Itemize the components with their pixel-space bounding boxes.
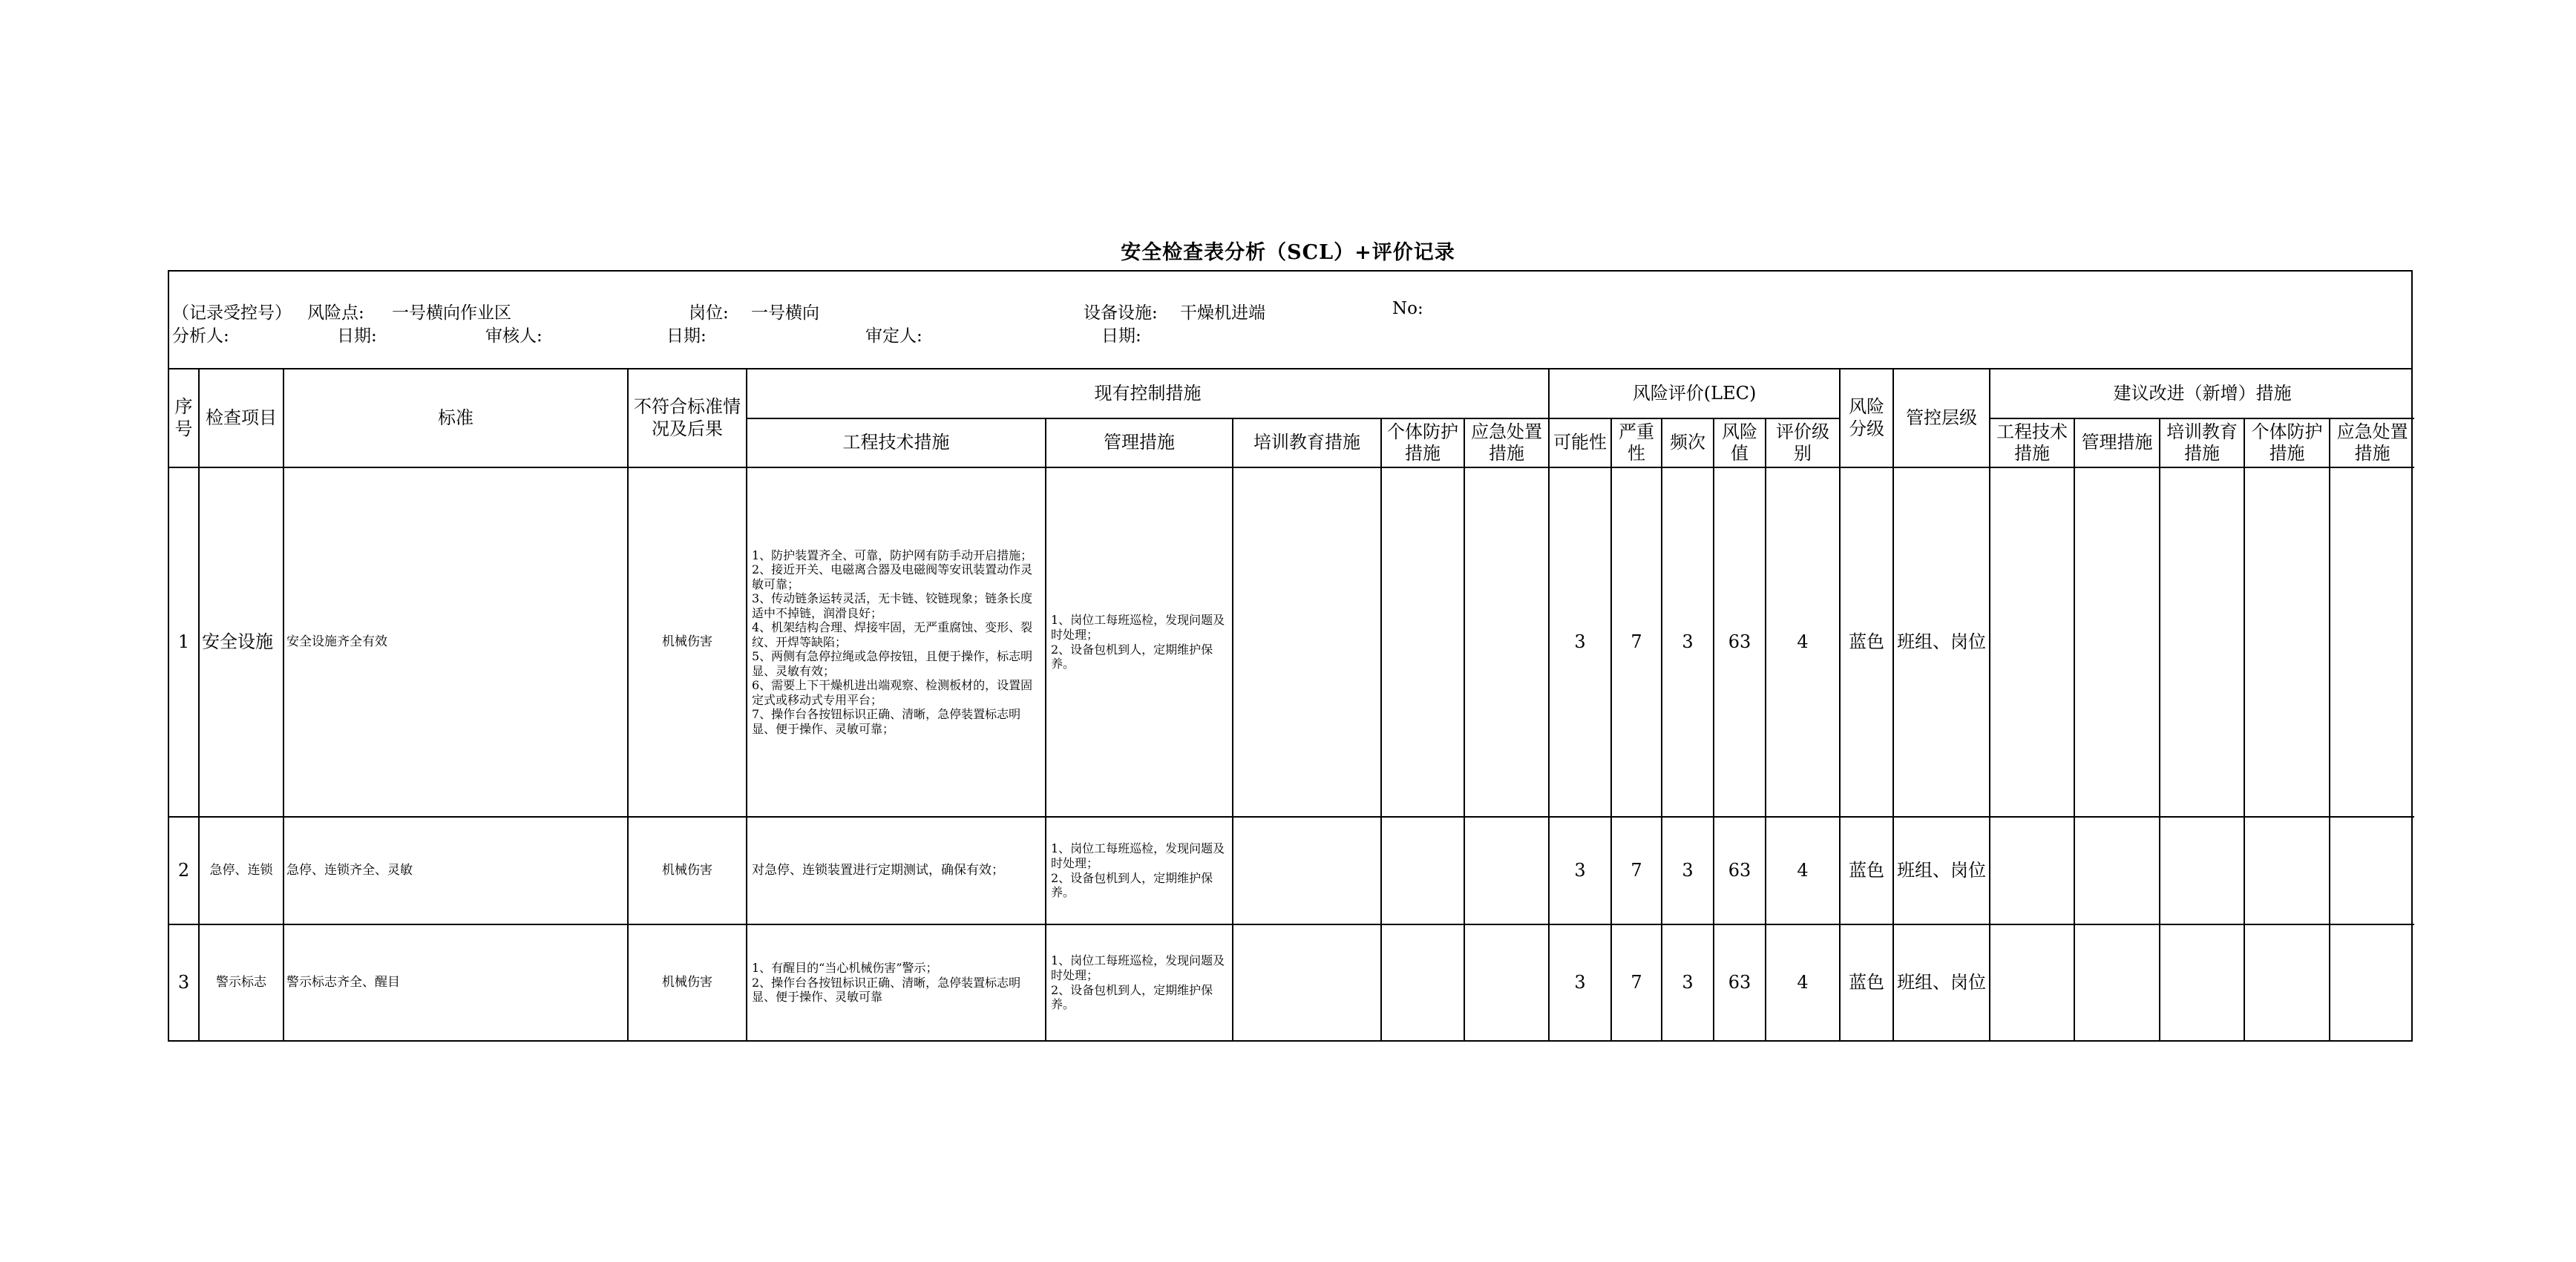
lec-header: 风险评价(LEC): [1549, 369, 1840, 418]
s-management-cell: [2074, 924, 2160, 1040]
risk-value-cell: 63: [1714, 924, 1766, 1040]
risk-value-cell: 63: [1714, 817, 1766, 924]
measure-line: 1、岗位工每班巡检，发现问题及时处理；: [1051, 841, 1225, 870]
seq-cell: 2: [169, 817, 199, 924]
measure-line: 2、接近开关、电磁离合器及电磁阀等安讯装置动作灵敏可靠；: [752, 562, 1033, 591]
s-engineering-header: 工程技术措施: [1990, 418, 2074, 467]
ppe-cell: [1381, 924, 1464, 1040]
control-level-cell: 班组、岗位: [1893, 467, 1990, 817]
severity-cell: 7: [1611, 467, 1662, 817]
measure-line: 对急停、连锁装置进行定期测试，确保有效；: [752, 863, 1004, 878]
ppe-header: 个体防护措施: [1381, 418, 1464, 467]
seq-cell: 1: [169, 467, 199, 817]
control-level-header: 管控层级: [1893, 369, 1990, 467]
severity-cell: 7: [1611, 924, 1662, 1040]
engineering-cell: [747, 817, 1046, 924]
s-engineering-cell: [1990, 924, 2074, 1040]
existing-controls-header: 现有控制措施: [747, 369, 1549, 418]
training-cell: [1233, 924, 1381, 1040]
frequency-cell: 3: [1662, 817, 1714, 924]
risk-grade-cell: 蓝色: [1840, 817, 1893, 924]
s-engineering-cell: [1990, 817, 2074, 924]
risk-grade-cell: 蓝色: [1840, 467, 1893, 817]
frequency-cell: 3: [1662, 467, 1714, 817]
emergency-cell: [1464, 817, 1549, 924]
consequence-cell: 机械伤害: [628, 924, 747, 1040]
likelihood-cell: 3: [1549, 467, 1611, 817]
s-engineering-cell: [1990, 467, 2074, 817]
no-label: No:: [1392, 299, 1423, 318]
control-level-cell: 班组、岗位: [1893, 817, 1990, 924]
suggest-header: 建议改进（新增）措施: [1990, 369, 2414, 418]
s-training-cell: [2160, 467, 2244, 817]
s-training-cell: [2160, 924, 2244, 1040]
s-emergency-cell: [2330, 817, 2414, 924]
s-ppe-header: 个体防护措施: [2244, 418, 2330, 467]
item-cell: 警示标志: [199, 924, 284, 1040]
measure-line: 4、机架结构合理、焊接牢固，无严重腐蚀、变形、裂纹、开焊等缺陷；: [752, 620, 1033, 649]
risk-value-cell: 63: [1714, 467, 1766, 817]
equipment-value: 干燥机进端: [1180, 303, 1265, 323]
eval-level-cell: 4: [1766, 817, 1840, 924]
measure-line: 1、岗位工每班巡检，发现问题及时处理；: [1051, 613, 1225, 642]
item-cell: 急停、连锁: [199, 817, 284, 924]
likelihood-header: 可能性: [1549, 418, 1611, 467]
col-standard-header: 标准: [284, 369, 628, 467]
measure-line: 2、设备包机到人，定期维护保养。: [1051, 642, 1213, 671]
measure-line: 5、两侧有急停拉绳或急停按钮，且便于操作，标志明显、灵敏有效；: [752, 649, 1033, 678]
col-seq-header: 序号: [169, 369, 199, 467]
measure-line: 1、岗位工每班巡检，发现问题及时处理；: [1051, 953, 1225, 982]
table-row: [169, 817, 2414, 924]
likelihood-cell: 3: [1549, 924, 1611, 1040]
emergency-cell: [1464, 467, 1549, 817]
measure-line: 2、操作台各按钮标识正确、清晰，急停装置标志明显、便于操作、灵敏可靠: [752, 975, 1021, 1005]
ppe-cell: [1381, 817, 1464, 924]
measure-line: 2、设备包机到人，定期维护保养。: [1051, 870, 1213, 900]
frequency-cell: 3: [1662, 924, 1714, 1040]
date1-label: 日期:: [337, 326, 377, 346]
date3-label: 日期:: [1101, 326, 1141, 346]
training-cell: [1233, 467, 1381, 817]
likelihood-cell: 3: [1549, 817, 1611, 924]
s-training-cell: [2160, 817, 2244, 924]
standard-cell: 急停、连锁齐全、灵敏: [284, 817, 628, 924]
control-level-cell: 班组、岗位: [1893, 924, 1990, 1040]
standard-cell: 安全设施齐全有效: [284, 467, 628, 817]
measure-line: 1、防护装置齐全、可靠，防护网有防手动开启措施；: [752, 548, 1033, 562]
measure-line: 2、设备包机到人，定期维护保养。: [1051, 982, 1213, 1012]
s-management-cell: [2074, 467, 2160, 817]
analyst-label: 分析人:: [172, 326, 229, 346]
eval-level-cell: 4: [1766, 924, 1840, 1040]
risk-point-label: 风险点:: [307, 303, 364, 323]
frequency-header: 频次: [1662, 418, 1714, 467]
management-header: 管理措施: [1046, 418, 1233, 467]
engineering-header: 工程技术措施: [747, 418, 1046, 467]
s-emergency-header: 应急处置措施: [2330, 418, 2414, 467]
management-cell: [1046, 467, 1233, 817]
s-ppe-cell: [2244, 817, 2330, 924]
s-management-header: 管理措施: [2074, 418, 2160, 467]
consequence-cell: 机械伤害: [628, 817, 747, 924]
consequence-cell: 机械伤害: [628, 467, 747, 817]
management-cell: [1046, 924, 1233, 1040]
item-cell: 安全设施: [199, 467, 284, 817]
eval-level-header: 评价级别: [1766, 418, 1840, 467]
measure-line: 6、需要上下干燥机进出端观察、检测板材的，设置固定式或移动式专用平台；: [752, 678, 1033, 707]
s-emergency-cell: [2330, 924, 2414, 1040]
training-header: 培训教育措施: [1233, 418, 1381, 467]
measure-line: 1、有醒目的“当心机械伤害”警示；: [752, 961, 938, 976]
risk-value-header: 风险值: [1714, 418, 1766, 467]
post-value: 一号横向: [751, 303, 819, 323]
scl-table: [169, 369, 2414, 1040]
approver-label: 审定人:: [865, 326, 922, 346]
severity-cell: 7: [1611, 817, 1662, 924]
col-item-header: 检查项目: [199, 369, 284, 467]
emergency-header: 应急处置措施: [1464, 418, 1549, 467]
date2-label: 日期:: [666, 326, 707, 346]
meta-block: [169, 272, 2411, 369]
engineering-cell: [747, 467, 1046, 817]
seq-cell: 3: [169, 924, 199, 1040]
s-management-cell: [2074, 817, 2160, 924]
equipment-label: 设备设施:: [1084, 303, 1158, 323]
table-row: [169, 467, 2414, 817]
page-title: 安全检查表分析（SCL）+评价记录: [1121, 241, 1455, 264]
s-training-header: 培训教育措施: [2160, 418, 2244, 467]
management-cell: [1046, 817, 1233, 924]
risk-grade-header: 风险分级: [1840, 369, 1893, 467]
s-ppe-cell: [2244, 467, 2330, 817]
post-label: 岗位:: [689, 303, 729, 323]
scl-sheet: [168, 270, 2413, 1042]
measure-line: 7、操作台各按钮标识正确、清晰，急停装置标志明显、便于操作、灵敏可靠；: [752, 707, 1021, 736]
record-no-label: （记录受控号）: [172, 303, 292, 323]
s-ppe-cell: [2244, 924, 2330, 1040]
s-emergency-cell: [2330, 467, 2414, 817]
engineering-cell: [747, 924, 1046, 1040]
emergency-cell: [1464, 924, 1549, 1040]
measure-line: 3、传动链条运转灵活，无卡链、铰链现象；链条长度适中不掉链，润滑良好；: [752, 591, 1033, 620]
risk-grade-cell: 蓝色: [1840, 924, 1893, 1040]
risk-point-value: 一号横向作业区: [392, 303, 511, 323]
standard-cell: 警示标志齐全、醒目: [284, 924, 628, 1040]
ppe-cell: [1381, 467, 1464, 817]
severity-header: 严重性: [1611, 418, 1662, 467]
col-nonconform-header: 不符合标准情况及后果: [628, 369, 747, 467]
training-cell: [1233, 817, 1381, 924]
reviewer-label: 审核人:: [485, 326, 543, 346]
eval-level-cell: 4: [1766, 467, 1840, 817]
table-row: [169, 924, 2414, 1040]
